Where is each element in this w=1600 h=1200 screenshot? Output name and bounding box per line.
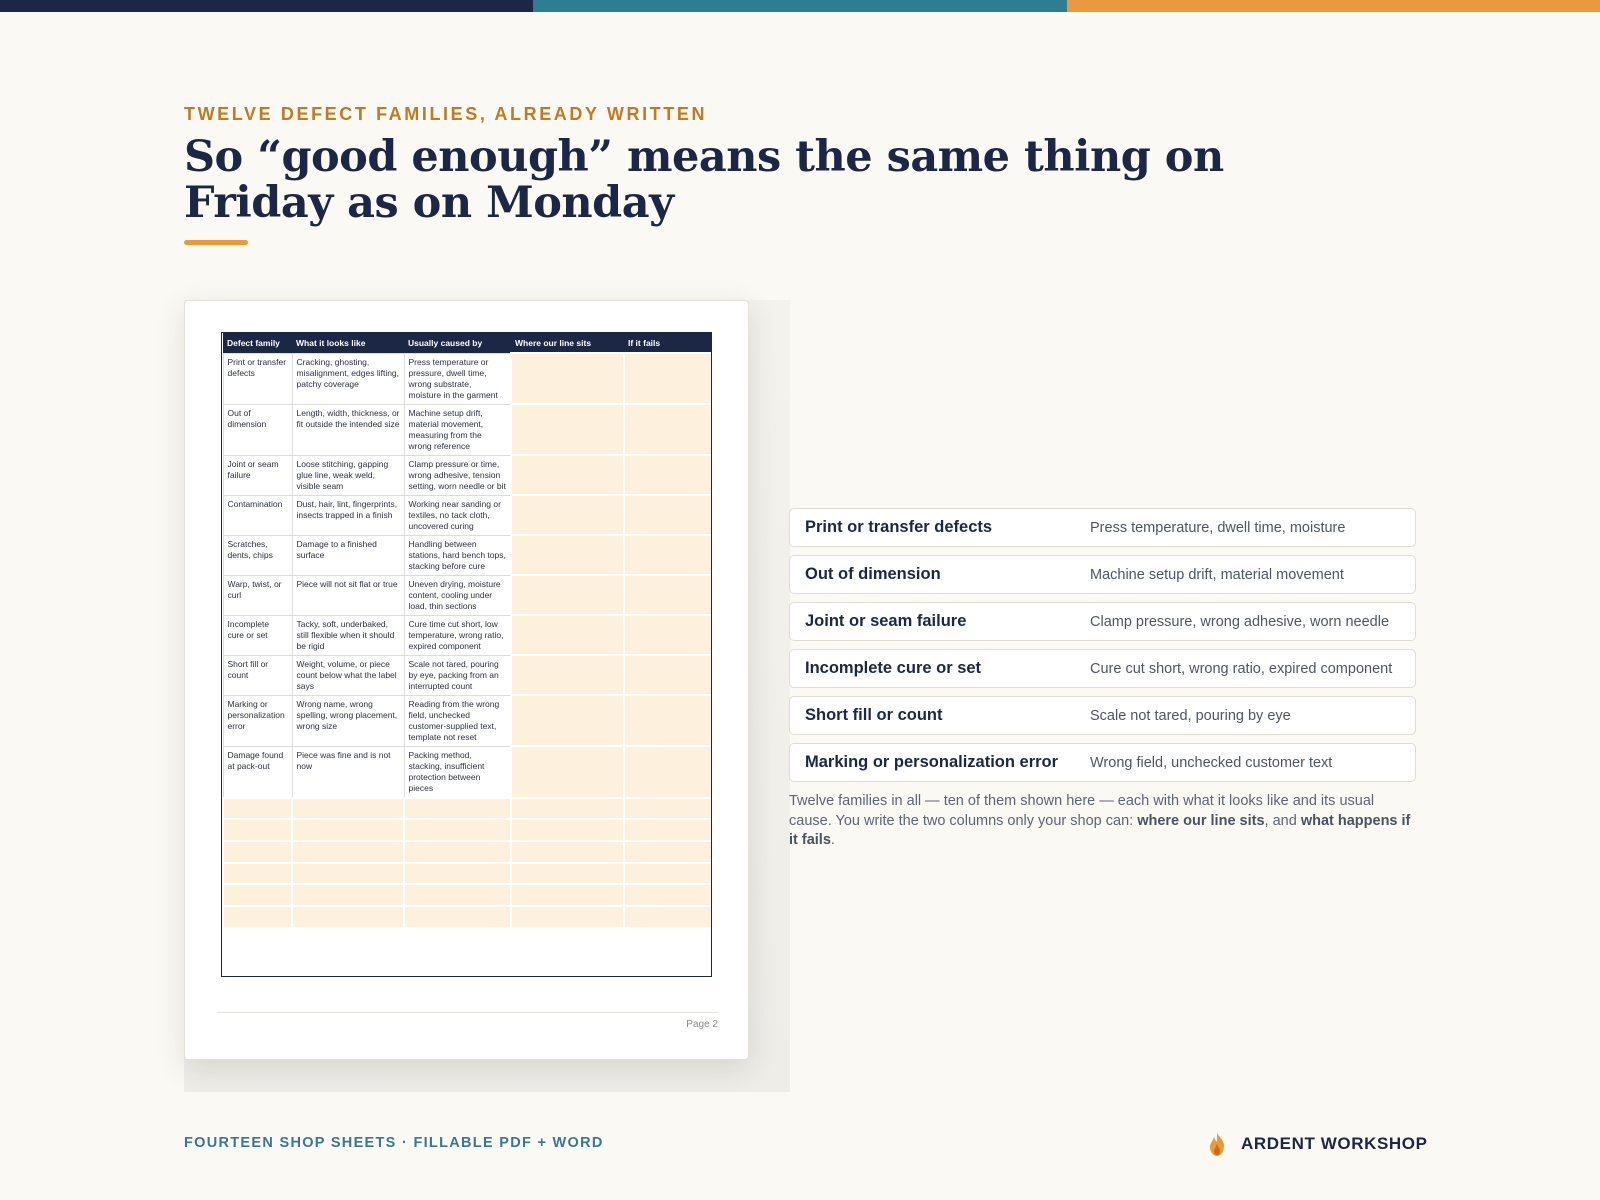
flame-logo-icon [1205, 1131, 1229, 1157]
fillable-cell [624, 819, 712, 841]
fillable-cell [223, 819, 292, 841]
family-title: Print or transfer defects [805, 518, 993, 536]
table-cell: Marking or personalization error [223, 695, 292, 746]
fillable-cell [624, 615, 712, 655]
defect-table-sheet [221, 332, 712, 977]
table-cell: Length, width, thickness, or fit outside the intended size [292, 404, 404, 455]
table-cell: Tacky, soft, underbaked, still flexible when it should be rigid [292, 615, 404, 655]
table-cell: Piece was fine and is not now [292, 746, 404, 798]
table-cell: Damage found at pack-out [223, 746, 292, 798]
fillable-cell [511, 798, 624, 820]
blank-table-row [223, 884, 712, 906]
fillable-cell [511, 746, 624, 798]
family-row [789, 602, 1416, 641]
fillable-cell [292, 819, 404, 841]
family-row [789, 743, 1416, 782]
fillable-cell [624, 655, 712, 695]
fillable-cell [223, 841, 292, 863]
fillable-cell [624, 495, 712, 535]
table-cell: Wrong name, wrong spelling, wrong placement, wrong size [292, 695, 404, 746]
table-row [223, 746, 712, 798]
fillable-cell [223, 863, 292, 885]
table-cell: Cure time cut short, low temperature, wrong ratio, expired component [404, 615, 511, 655]
table-cell: Clamp pressure or time, wrong adhesive, tension setting, worn needle or bit [404, 455, 511, 495]
caption-emphasis: where our line sits [1137, 812, 1265, 829]
family-row [789, 649, 1416, 688]
fillable-cell [511, 863, 624, 885]
table-row [223, 655, 712, 695]
fillable-cell [511, 906, 624, 928]
fillable-cell [511, 455, 624, 495]
table-header: Where our line sits [511, 333, 624, 353]
fillable-cell [511, 575, 624, 615]
table-header: Defect family [223, 333, 292, 353]
table-row [223, 575, 712, 615]
table-cell: Working near sanding or textiles, no tack cloth, uncovered curing [404, 495, 511, 535]
fillable-cell [624, 404, 712, 455]
table-row [223, 695, 712, 746]
top-bar-orange [1067, 0, 1600, 12]
top-bar-teal [533, 0, 1066, 12]
fillable-cell [511, 841, 624, 863]
table-cell: Uneven drying, moisture content, cooling under load, thin sections [404, 575, 511, 615]
table-row [223, 455, 712, 495]
table-row [223, 495, 712, 535]
fillable-cell [511, 353, 624, 404]
table-cell: Reading from the wrong field, unchecked customer-supplied text, template not reset [404, 695, 511, 746]
brand-name: ARDENT WORKSHOP [1241, 1134, 1428, 1153]
fillable-cell [624, 906, 712, 928]
table-cell: Cracking, ghosting, misalignment, edges lifting, patchy coverage [292, 353, 404, 404]
table-cell: Short fill or count [223, 655, 292, 695]
blank-table-row [223, 798, 712, 820]
fillable-cell [292, 906, 404, 928]
fillable-cell [511, 884, 624, 906]
top-color-bar [0, 0, 1600, 12]
fillable-cell [404, 906, 511, 928]
fillable-cell [624, 575, 712, 615]
fillable-cell [511, 655, 624, 695]
fillable-cell [292, 841, 404, 863]
family-cause: Machine setup drift, material movement [1090, 566, 1344, 583]
top-bar-navy [0, 0, 533, 12]
defect-table [222, 333, 712, 929]
family-row [789, 555, 1416, 594]
fillable-cell [511, 615, 624, 655]
table-cell: Damage to a finished surface [292, 535, 404, 575]
footer-tagline: FOURTEEN SHOP SHEETS · FILLABLE PDF + WORD [184, 1135, 604, 1151]
family-list [789, 508, 1416, 790]
family-title: Short fill or count [805, 706, 943, 724]
fillable-cell [223, 884, 292, 906]
family-cause: Press temperature, dwell time, moisture [1090, 519, 1346, 536]
fillable-cell [624, 863, 712, 885]
table-row [223, 535, 712, 575]
fillable-cell [511, 819, 624, 841]
accent-rule [184, 240, 248, 245]
page-title: So “good enough” means the same thing on Friday as on Monday [184, 132, 1224, 228]
table-cell: Loose stitching, gapping glue line, weak weld, visible seam [292, 455, 404, 495]
table-cell: Print or transfer defects [223, 353, 292, 404]
fillable-cell [511, 404, 624, 455]
table-cell: Packing method, stacking, insufficient protection between pieces [404, 746, 511, 798]
caption-text [789, 792, 1416, 851]
document-footer-rule [217, 1012, 718, 1013]
fillable-cell [223, 906, 292, 928]
blank-table-row [223, 906, 712, 928]
blank-table-row [223, 863, 712, 885]
fillable-cell [511, 535, 624, 575]
table-cell: Weight, volume, or piece count below what the label says [292, 655, 404, 695]
caption-part: Twelve families in all — ten of them shown here — each with what it looks like and its usual cause. You write the two columns only your shop can: [789, 793, 1375, 829]
family-row [789, 508, 1416, 547]
family-title: Incomplete cure or set [805, 659, 982, 677]
family-row [789, 696, 1416, 735]
table-cell: Incomplete cure or set [223, 615, 292, 655]
blank-table-row [223, 819, 712, 841]
fillable-cell [624, 746, 712, 798]
fillable-cell [292, 884, 404, 906]
table-cell: Contamination [223, 495, 292, 535]
table-cell: Piece will not sit flat or true [292, 575, 404, 615]
fillable-cell [624, 841, 712, 863]
fillable-cell [624, 884, 712, 906]
fillable-cell [404, 884, 511, 906]
fillable-cell [624, 695, 712, 746]
table-cell: Out of dimension [223, 404, 292, 455]
fillable-cell [292, 798, 404, 820]
table-cell: Press temperature or pressure, dwell time, wrong substrate, moisture in the garment [404, 353, 511, 404]
table-cell: Machine setup drift, material movement, measuring from the wrong reference [404, 404, 511, 455]
fillable-cell [404, 863, 511, 885]
table-cell: Dust, hair, lint, fingerprints, insects trapped in a finish [292, 495, 404, 535]
fillable-cell [624, 455, 712, 495]
table-cell: Scratches, dents, chips [223, 535, 292, 575]
fillable-cell [624, 353, 712, 404]
fillable-cell [511, 495, 624, 535]
fillable-cell [404, 819, 511, 841]
family-cause: Scale not tared, pouring by eye [1090, 707, 1291, 724]
caption-emphasis: what happens if it fails [789, 812, 1411, 848]
family-title: Joint or seam failure [805, 612, 967, 630]
document-preview [184, 300, 749, 1060]
family-title: Out of dimension [805, 565, 941, 583]
fillable-cell [292, 863, 404, 885]
fillable-cell [511, 695, 624, 746]
table-cell: Scale not tared, pouring by eye, packing from an interrupted count [404, 655, 511, 695]
table-header: If it fails [624, 333, 712, 353]
table-header-row [223, 333, 712, 353]
brand-lockup [1205, 1131, 1428, 1157]
fillable-cell [404, 798, 511, 820]
fillable-cell [624, 798, 712, 820]
table-cell: Joint or seam failure [223, 455, 292, 495]
table-cell: Handling between stations, hard bench tops, stacking before cure [404, 535, 511, 575]
table-cell: Warp, twist, or curl [223, 575, 292, 615]
caption-part: , and [1264, 812, 1301, 829]
family-cause: Wrong field, unchecked customer text [1090, 754, 1333, 771]
family-cause: Cure cut short, wrong ratio, expired component [1090, 660, 1393, 677]
table-header: Usually caused by [404, 333, 511, 353]
eyebrow-label: TWELVE DEFECT FAMILIES, ALREADY WRITTEN [184, 104, 708, 124]
family-cause: Clamp pressure, wrong adhesive, worn needle [1090, 613, 1390, 630]
fillable-cell [624, 535, 712, 575]
fillable-cell [223, 798, 292, 820]
table-row [223, 615, 712, 655]
family-title: Marking or personalization error [805, 753, 1059, 771]
table-header: What it looks like [292, 333, 404, 353]
page-number: Page 2 [686, 1019, 718, 1030]
blank-table-row [223, 841, 712, 863]
table-row [223, 404, 712, 455]
caption-part: . [830, 832, 835, 848]
table-row [223, 353, 712, 404]
fillable-cell [404, 841, 511, 863]
